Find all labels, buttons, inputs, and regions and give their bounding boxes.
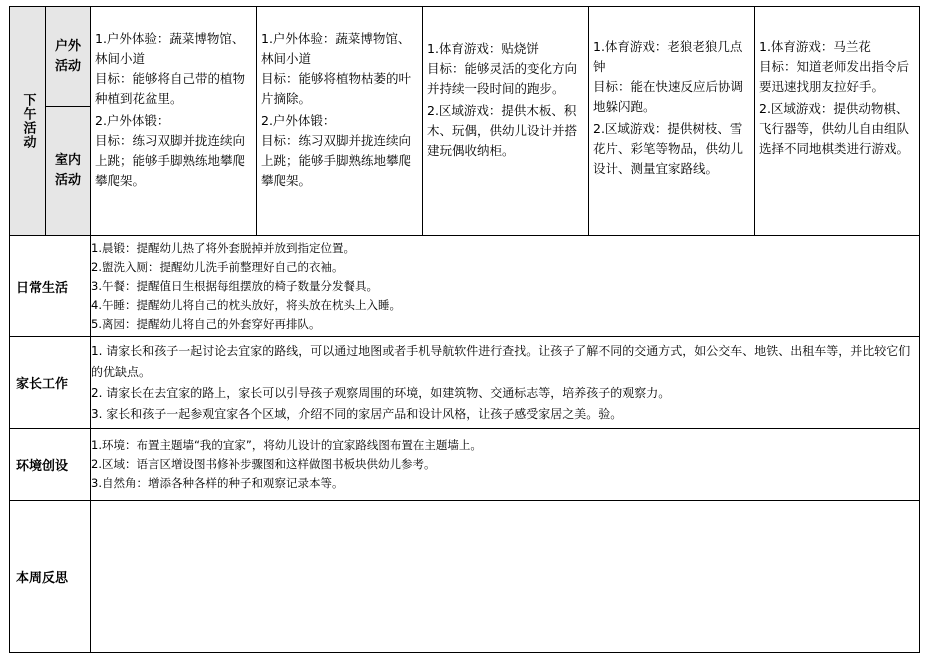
- day-3-activity-1: 1.体育游戏：贴烧饼: [427, 41, 539, 56]
- parent-work-item: 1. 请家长和孩子一起讨论去宜家的路线，可以通过地图或者手机导航软件进行查找。让孩子了解不同的交通方式，如公交车、地铁、出租车等，并比较它们的优缺点。: [91, 343, 911, 379]
- day-5-activity-2: 2.区域游戏：提供动物棋、飞行器等，供幼儿自由组队选择不同地棋类进行游戏。: [759, 101, 910, 156]
- weekly-plan-table: [9, 6, 920, 653]
- day-2-activity-1-goal: 目标：能够将植物枯萎的叶片摘除。: [261, 71, 412, 106]
- daily-life-item: 5.离园：提醒幼儿将自己的外套穿好再排队。: [91, 316, 321, 331]
- parent-work-item: 3. 家长和孩子一起参观宜家各个区域，介绍不同的家居产品和设计风格，让孩子感受家居之美。验。: [91, 406, 623, 421]
- environment-item: 1.环境：布置主题墙“我的宜家”，将幼儿设计的宜家路线图布置在主题墙上。: [91, 438, 482, 452]
- afternoon-activity-label: 下午活动: [20, 93, 36, 149]
- parent-work-content: [91, 337, 920, 429]
- environment-content: [91, 429, 920, 501]
- daily-life-item: 2.盥洗入厕：提醒幼儿洗手前整理好自己的衣袖。: [91, 259, 344, 274]
- day-1-activity-2: 2.户外体锻：: [95, 113, 170, 128]
- daily-life-item: 4.午睡：提醒幼儿将自己的枕头放好，将头放在枕头上入睡。: [91, 297, 401, 312]
- environment-item: 3.自然角：增添各种各样的种子和观察记录本等。: [91, 476, 344, 490]
- afternoon-day-1-cell: [91, 7, 257, 236]
- daily-life-item: 1.晨锻：提醒幼儿热了将外套脱掉并放到指定位置。: [91, 240, 355, 255]
- afternoon-day-5-cell: [755, 7, 920, 236]
- reflection-header: [10, 501, 91, 653]
- outdoor-label-line-1: 户外: [54, 38, 81, 54]
- outdoor-label-line-2: 活动: [54, 58, 81, 74]
- environment-header: [10, 429, 91, 501]
- day-4-activity-1-goal: 目标：能在快速反应后协调地躲闪跑。: [593, 79, 744, 114]
- day-3-activity-1-goal: 目标：能够灵活的变化方向并持续一段时间的跑步。: [427, 61, 578, 96]
- environment-item: 2.区域：语言区增设图书修补步骤图和这样做图书板块供幼儿参考。: [91, 457, 436, 471]
- day-2-activity-2: 2.户外体锻：: [261, 113, 336, 128]
- parent-work-header: [10, 337, 91, 429]
- afternoon-activity-header: [10, 7, 46, 236]
- parent-work-label: 家长工作: [16, 377, 69, 392]
- day-5-activity-1-goal: 目标：知道老师发出指令后要迅速找朋友拉好手。: [759, 59, 910, 94]
- day-4-activity-2: 2.区域游戏：提供树枝、雪花片、彩笔等物品，供幼儿设计、测量宜家路线。: [593, 121, 744, 176]
- parent-work-item: 2. 请家长在去宜家的路上，家长可以引导孩子观察周围的环境，如建筑物、交通标志等，培养孩子的观察力。: [91, 385, 671, 400]
- day-2-activity-2-goal: 目标：练习双脚并拢连续向上跳；能够手脚熟练地攀爬攀爬架。: [261, 133, 412, 188]
- daily-life-item: 3.午餐：提醒值日生根据每组摆放的椅子数量分发餐具。: [91, 278, 378, 293]
- day-1-activity-1: 1.户外体验：蔬菜博物馆、林间小道: [95, 31, 245, 66]
- reflection-label: 本周反思: [16, 571, 69, 586]
- afternoon-day-3-cell: [423, 7, 589, 236]
- day-1-activity-2-goal: 目标：练习双脚并拢连续向上跳；能够手脚熟练地攀爬攀爬架。: [95, 133, 246, 188]
- day-2-activity-1: 1.户外体验：蔬菜博物馆、林间小道: [261, 31, 411, 66]
- afternoon-day-4-cell: [589, 7, 755, 236]
- daily-life-label: 日常生活: [16, 280, 69, 296]
- day-4-activity-1: 1.体育游戏：老狼老狼几点钟: [593, 39, 743, 74]
- afternoon-day-2-cell: [257, 7, 423, 236]
- day-3-activity-2: 2.区域游戏：提供木板、积木、玩偶，供幼儿设计并搭建玩偶收纳柜。: [427, 103, 578, 158]
- indoor-label-line-1: 室内: [54, 153, 81, 168]
- environment-label: 环境创设: [16, 459, 69, 474]
- outdoor-activity-header: [46, 7, 91, 107]
- reflection-content: [91, 501, 920, 653]
- indoor-label-line-2: 活动: [54, 173, 81, 188]
- day-1-activity-1-goal: 目标：能够将自己带的植物种植到花盆里。: [95, 71, 246, 106]
- daily-life-header: [10, 236, 91, 337]
- day-5-activity-1: 1.体育游戏：马兰花: [759, 39, 871, 54]
- indoor-activity-header: [46, 107, 91, 236]
- daily-life-content: [91, 236, 920, 337]
